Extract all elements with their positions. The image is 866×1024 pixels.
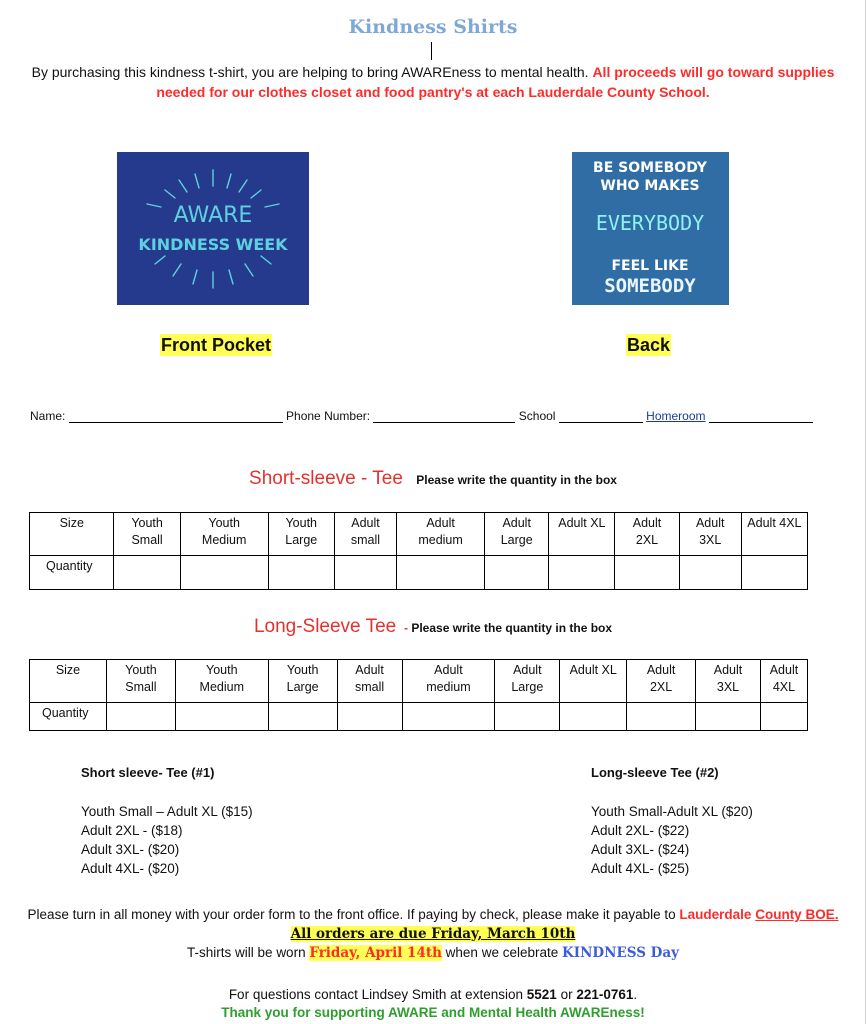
size-label-line: 2XL bbox=[635, 533, 659, 547]
long-sleeve-table bbox=[29, 659, 808, 731]
size-header-cell bbox=[741, 513, 807, 556]
quantity-input-cell[interactable] bbox=[337, 703, 402, 731]
size-label-line: Adult bbox=[355, 663, 384, 677]
size-label-line: Adult bbox=[769, 663, 799, 677]
size-header-cell bbox=[615, 513, 679, 556]
text-cursor bbox=[431, 42, 432, 60]
size-label-line: medium bbox=[418, 533, 463, 547]
thank-you-line: Thank you for supporting AWARE and Mental Health AWAREness! bbox=[221, 1005, 645, 1020]
size-header-cell bbox=[760, 660, 807, 703]
size-header: Size bbox=[30, 513, 114, 556]
size-header-cell bbox=[106, 660, 175, 703]
size-label-line: Medium bbox=[199, 680, 244, 694]
quantity-input-cell[interactable] bbox=[615, 556, 679, 590]
school-field[interactable] bbox=[559, 410, 643, 423]
size-label-line: Large bbox=[285, 533, 318, 547]
size-label-line: Youth bbox=[208, 516, 240, 530]
worn-text: T-shirts will be worn bbox=[187, 945, 306, 960]
short-sleeve-title: Short-sleeve - Tee bbox=[249, 468, 403, 489]
size-label-line: Adult bbox=[632, 516, 662, 530]
price-line: Youth Small – Adult XL ($15) bbox=[81, 804, 253, 819]
quantity-header: Quantity bbox=[30, 703, 107, 731]
aware-logo-text: AWARE bbox=[173, 203, 253, 228]
payee-text: Lauderdale bbox=[679, 907, 752, 922]
intro-paragraph bbox=[20, 62, 846, 102]
celebrate-text: when we celebrate bbox=[445, 945, 559, 960]
long-sleeve-pricing bbox=[591, 763, 753, 878]
size-label-line: 3XL bbox=[699, 533, 722, 547]
long-sleeve-heading bbox=[0, 616, 866, 638]
size-header-cell bbox=[549, 513, 615, 556]
size-header-cell bbox=[268, 660, 337, 703]
size-header-cell bbox=[175, 660, 268, 703]
size-label-line: Adult bbox=[713, 663, 743, 677]
worn-date-text: Friday, April 14th bbox=[309, 945, 442, 961]
quantity-input-cell[interactable] bbox=[627, 703, 696, 731]
size-label-line: Small bbox=[125, 680, 157, 694]
size-label-line: Medium bbox=[201, 533, 247, 547]
size-label-line: Youth bbox=[286, 663, 319, 677]
quantity-input-cell[interactable] bbox=[106, 703, 175, 731]
intro-text: By purchasing this kindness t-shirt, you are helping to bring AWAREness to mental health. bbox=[31, 64, 589, 80]
size-label-line: Youth bbox=[131, 516, 163, 530]
price-line: Youth Small-Adult XL ($20) bbox=[591, 804, 753, 819]
size-header-cell bbox=[679, 513, 741, 556]
phone-field[interactable] bbox=[373, 410, 515, 423]
size-header: Size bbox=[30, 660, 107, 703]
size-header-cell bbox=[337, 660, 402, 703]
quantity-input-cell[interactable] bbox=[760, 703, 807, 731]
size-label-line: small bbox=[350, 533, 381, 547]
size-header-cell bbox=[180, 513, 268, 556]
payee-boe-text: County BOE. bbox=[755, 907, 839, 922]
short-sleeve-table bbox=[29, 512, 808, 590]
money-text: Please turn in all money with your order form to the front office. If paying by check, please make it payable to bbox=[27, 907, 676, 922]
size-label-line: Adult bbox=[695, 516, 725, 530]
size-label-line: 2XL bbox=[649, 680, 673, 694]
quantity-input-cell[interactable] bbox=[495, 703, 560, 731]
due-date-text: All orders are due Friday, March 10th bbox=[290, 926, 576, 942]
price-line: Adult 4XL- ($25) bbox=[591, 861, 690, 876]
price-line: Adult 2XL - ($18) bbox=[81, 823, 183, 838]
size-label-line: Adult bbox=[426, 516, 455, 530]
price-line: Adult 3XL- ($24) bbox=[591, 842, 690, 857]
back-label: Back bbox=[627, 335, 671, 355]
quantity-input-cell[interactable] bbox=[268, 703, 337, 731]
size-label-line: Adult bbox=[434, 663, 463, 677]
homeroom-field[interactable] bbox=[709, 410, 813, 423]
size-header-cell bbox=[397, 513, 485, 556]
size-header-cell bbox=[560, 660, 627, 703]
size-label-line: Adult bbox=[646, 663, 676, 677]
quantity-input-cell[interactable] bbox=[741, 556, 807, 590]
page-title: Kindness Shirts bbox=[348, 16, 518, 38]
size-row bbox=[30, 660, 808, 703]
size-label-line: Adult bbox=[502, 516, 531, 530]
size-header-cell bbox=[334, 513, 396, 556]
size-header-cell bbox=[696, 660, 761, 703]
kindness-week-text: KINDNESS WEEK bbox=[138, 235, 288, 254]
back-line-2: WHO MAKES bbox=[600, 178, 700, 194]
size-header-cell bbox=[402, 660, 495, 703]
price-line: Adult 3XL- ($20) bbox=[81, 842, 180, 857]
quantity-row bbox=[30, 703, 808, 731]
phone-number: 221-0761 bbox=[576, 987, 634, 1002]
back-line-1: BE SOMEBODY bbox=[593, 160, 707, 176]
quantity-row bbox=[30, 556, 808, 590]
size-label-line: Large bbox=[511, 680, 544, 694]
extension-number: 5521 bbox=[526, 987, 557, 1002]
quantity-input-cell[interactable] bbox=[334, 556, 396, 590]
payment-instructions bbox=[20, 905, 846, 944]
size-label-line: Adult bbox=[513, 663, 542, 677]
quantity-input-cell[interactable] bbox=[175, 703, 268, 731]
front-pocket-image bbox=[117, 152, 309, 305]
quantity-header: Quantity bbox=[30, 556, 114, 590]
quantity-input-cell[interactable] bbox=[397, 556, 485, 590]
size-label-line: small bbox=[354, 680, 385, 694]
size-header-cell bbox=[495, 660, 560, 703]
long-sleeve-title: Long-Sleeve Tee bbox=[253, 616, 397, 637]
size-label-line: Adult bbox=[351, 516, 380, 530]
short-sleeve-note: Please write the quantity in the box bbox=[416, 473, 617, 487]
quantity-input-cell[interactable] bbox=[402, 703, 495, 731]
size-label-line: Large bbox=[500, 533, 533, 547]
contact-line: For questions contact Lindsey Smith at extension 5521 or 221-0761. bbox=[228, 987, 638, 1002]
size-label-line: Adult XL bbox=[558, 516, 606, 530]
back-image bbox=[572, 152, 729, 305]
short-pricing-heading: Short sleeve- Tee (#1) bbox=[81, 765, 215, 780]
size-label-line: 3XL bbox=[716, 680, 740, 694]
intro-emphasis: All proceeds will go toward supplies needed for our clothes closet and food pantry's at each Lauderdale County School. bbox=[156, 64, 835, 100]
wear-date-line bbox=[20, 943, 846, 963]
short-sleeve-pricing bbox=[81, 763, 253, 878]
back-line-4: FEEL LIKE bbox=[611, 258, 689, 274]
size-label-line: Youth bbox=[285, 516, 318, 530]
or-text: or bbox=[560, 987, 573, 1002]
short-sleeve-heading bbox=[0, 468, 866, 490]
size-header-cell bbox=[627, 660, 696, 703]
quantity-input-cell[interactable] bbox=[549, 556, 615, 590]
size-label-line: Small bbox=[131, 533, 163, 547]
burst-lines-icon bbox=[147, 170, 279, 288]
quantity-input-cell[interactable] bbox=[268, 556, 334, 590]
back-line-3: EVERYBODY bbox=[595, 211, 705, 235]
size-header-cell bbox=[114, 513, 180, 556]
quantity-input-cell[interactable] bbox=[114, 556, 180, 590]
contact-text: For questions contact Lindsey Smith at extension bbox=[228, 987, 523, 1002]
kindness-day-text: KINDNESS Day bbox=[562, 945, 679, 961]
homeroom-label: Homeroom bbox=[646, 409, 706, 423]
size-header-cell bbox=[485, 513, 549, 556]
name-field[interactable] bbox=[69, 410, 283, 423]
quantity-input-cell[interactable] bbox=[180, 556, 268, 590]
quantity-input-cell[interactable] bbox=[560, 703, 627, 731]
long-pricing-heading: Long-sleeve Tee (#2) bbox=[591, 765, 719, 780]
long-sleeve-note: Please write the quantity in the box bbox=[411, 621, 613, 635]
quantity-input-cell[interactable] bbox=[679, 556, 741, 590]
quantity-input-cell[interactable] bbox=[696, 703, 761, 731]
customer-info-line bbox=[30, 409, 834, 423]
size-label-line: Youth bbox=[206, 663, 238, 677]
size-row bbox=[30, 513, 808, 556]
size-label-line: Adult XL bbox=[569, 663, 617, 677]
back-line-5: SOMEBODY bbox=[604, 275, 696, 297]
size-label-line: Youth bbox=[125, 663, 157, 677]
size-label-line: 4XL bbox=[772, 680, 796, 694]
name-label: Name: bbox=[30, 409, 66, 423]
heading-dash: - bbox=[400, 621, 412, 635]
front-pocket-label: Front Pocket bbox=[161, 335, 272, 355]
school-label: School bbox=[518, 409, 556, 423]
size-label-line: medium bbox=[426, 680, 471, 694]
phone-label: Phone Number: bbox=[286, 409, 371, 423]
size-header-cell bbox=[268, 513, 334, 556]
quantity-input-cell[interactable] bbox=[485, 556, 549, 590]
size-label-line: Adult 4XL bbox=[747, 516, 802, 530]
price-line: Adult 2XL- ($22) bbox=[591, 823, 690, 838]
price-line: Adult 4XL- ($20) bbox=[81, 861, 180, 876]
size-label-line: Large bbox=[286, 680, 319, 694]
